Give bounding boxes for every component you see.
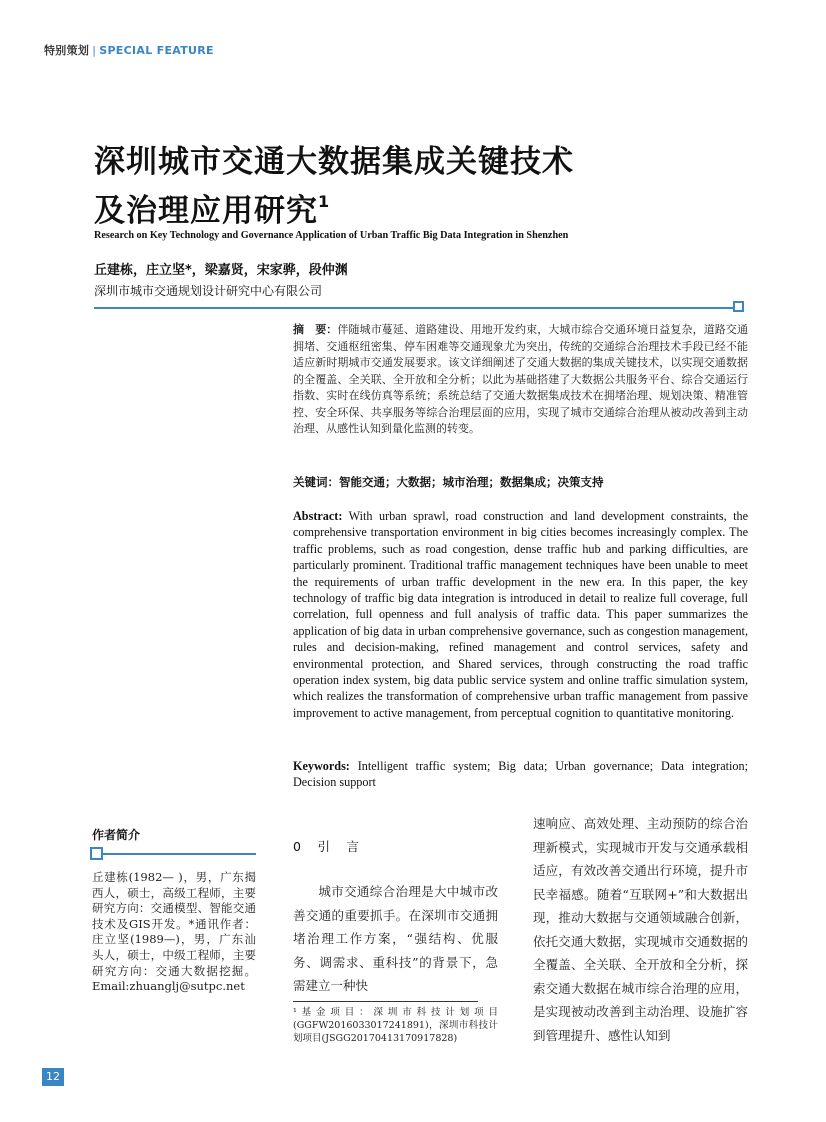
intro-column-2: 速响应、高效处理、主动预防的综合治理新模式，实现城市开发与交通承载相适应，有效改善交通出行环境，提升市民幸福感。随着“互联网+”和大数据出现，推动大数据与交通领域融合创新，依托交通大数据，实现城市交通数据的全覆盖、全关联、全开放和全分析，探索交通大数据在城市综合治理的应用，是实现被动改善到主动治理、设施扩容到管理提升、感性认知到 (533, 816, 748, 1043)
author-list: 丘建栋，庄立坚*，梁嘉贤，宋家骅，段仲渊 (94, 263, 348, 278)
affiliation: 深圳市城市交通规划设计研究中心有限公司 (94, 284, 323, 298)
section-separator: | (92, 44, 97, 57)
author-profile-heading: 作者简介 (92, 828, 141, 842)
keywords-zh-label: 关键词： (293, 475, 339, 489)
divider-square-icon (733, 301, 744, 312)
section-label-zh: 特别策划 (44, 44, 90, 57)
section-header (44, 42, 214, 58)
footnote-divider (293, 1001, 478, 1002)
keywords-en (293, 758, 748, 791)
keywords-en-text: Intelligent traffic system; Big data; Urban governance; Data integration; Decision support (293, 759, 748, 790)
intro-heading: 0 引 言 (293, 839, 361, 854)
abstract-zh-text: 伴随城市蔓延、道路建设、用地开发约束，大城市综合交通环境日益复杂，道路交通拥堵、交通枢纽密集、停车困难等交通现象尤为突出，传统的交通综合治理技术手段已经不能适应新时期城市交通发展要求。该文详细阐述了交通大数据的集成关键技术，以实现交通数据的全覆盖、全关联、全开放和全分析；以此为基础搭建了大数据公共服务平台、综合交通运行指数、实时在线仿真等系统；系统总结了交通大数据集成技术在拥堵治理、规划决策、精准管控、安全环保、共享服务等综合治理层面的应用，实现了城市交通综合治理从被动改善到主动治理、从感性认知到量化监测的转变。 (293, 323, 749, 435)
title-line-2 (94, 182, 654, 231)
keywords-zh (293, 474, 748, 490)
title-footnote-mark: 1 (318, 192, 331, 211)
intro-column-1 (293, 880, 498, 998)
article-title-zh (94, 142, 654, 231)
keywords-zh-text: 智能交通；大数据；城市治理；数据集成；决策支持 (339, 475, 604, 489)
title-line-1: 深圳城市交通大数据集成关键技术 (94, 144, 574, 180)
abstract-zh (293, 322, 748, 438)
author-divider-square-icon (90, 847, 103, 860)
title-divider (94, 307, 736, 309)
title-line-2-text: 及治理应用研究 (94, 193, 318, 229)
footnote: ¹基金项目：深圳市科技计划项目(GGFW2016033017241891)，深圳市科技计划项目(JSGG20170413170917828) (293, 1007, 498, 1044)
intro-column-1-text: 城市交通综合治理是大中城市改善交通的重要抓手。在深圳市交通拥堵治理工作方案，“强结构、优服务、调需求、重科技”的背景下，急需建立一种快 (293, 884, 498, 993)
section-label-en: SPECIAL FEATURE (99, 44, 214, 57)
abstract-zh-label: 摘 要： (293, 323, 338, 336)
author-profile-text: 丘建栋(1982— )，男，广东揭西人，硕士，高级工程师，主要研究方向：交通模型、智能交通技术及GIS开发。*通讯作者：庄立坚(1989—)，男，广东汕头人，硕士，中级工程师，主要研究方向：交通大数据挖掘。Email:zhuanglj@sutpc.net (92, 870, 256, 994)
keywords-en-label: Keywords: (293, 759, 350, 773)
page-number: 12 (42, 1068, 64, 1086)
abstract-en-text: With urban sprawl, road construction and land development constraints, the comprehensive transportation environment in big cities becomes increasingly complex. The traffic problems, such as road congestion, dense traffic hub and parking difficulties, are particularly prominent. Traditional traffic management techniques have been unable to meet the requirements of urban traffic development in the new era. In this paper, the key technology of traffic big data integration is introduced in detail to realize full coverage, full correlation, full openness and full analysis of traffic data. This paper summarizes the application of big data in urban comprehensive governance, such as congestion management, rules and decision-making, refined management and control services, safety and environmental protection, and Shared services, through constructing the road traffic operation index system, big data public service system and online traffic simulation system, which realizes the transformation of comprehensive urban traffic management from passive improvement to active management, from perceptual cognition to quantitative monitoring. (293, 509, 748, 720)
abstract-en (293, 508, 748, 721)
article-title-en: Research on Key Technology and Governance Application of Urban Traffic Big Data Integration in Shenzhen (94, 230, 569, 241)
author-profile-divider (96, 853, 256, 855)
abstract-en-label: Abstract: (293, 509, 343, 523)
